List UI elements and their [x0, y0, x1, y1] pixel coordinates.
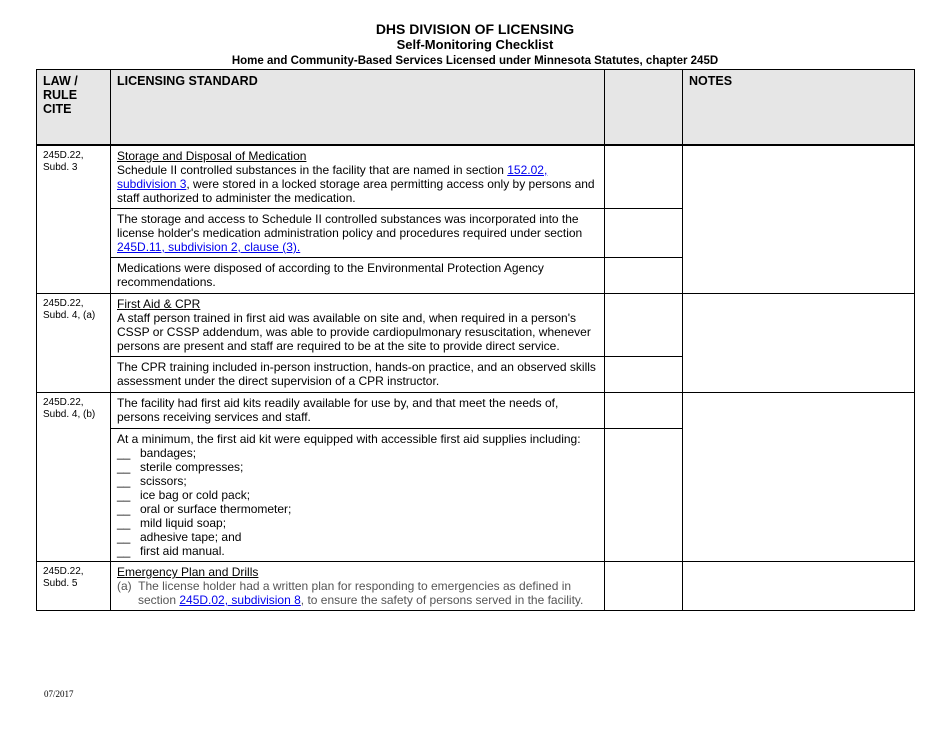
- table-row: [37, 294, 915, 357]
- notes-cell[interactable]: [683, 145, 915, 294]
- checklist-item: __ first aid manual.: [117, 544, 225, 558]
- check-cell[interactable]: [605, 258, 683, 294]
- document-subtitle: Self-Monitoring Checklist: [396, 37, 554, 52]
- standard-cell: [111, 294, 605, 357]
- table-row: [37, 145, 915, 209]
- standard-cell: [111, 562, 605, 611]
- cite-cell: 245D.22, Subd. 4, (a): [37, 294, 111, 393]
- col-header-standard: LICENSING STANDARD: [111, 70, 605, 146]
- checklist-item: __ mild liquid soap;: [117, 516, 227, 530]
- cite-cell: 245D.22, Subd. 5: [37, 562, 111, 611]
- cite-cell: 245D.22, Subd. 3: [37, 145, 111, 294]
- check-cell[interactable]: [605, 562, 683, 611]
- standard-cell: The facility had first aid kits readily available for use by, and that meet the needs of, persons receiving services and staff.: [111, 393, 605, 429]
- table-row: [37, 562, 915, 611]
- check-cell[interactable]: [605, 209, 683, 258]
- checklist-item: __ scissors;: [117, 474, 187, 488]
- standard-heading: Storage and Disposal of Medication: [117, 149, 307, 163]
- document-scope: Home and Community-Based Services Licensed under Minnesota Statutes, chapter 245D: [231, 55, 719, 67]
- statute-link[interactable]: 152.02, subdivision 3: [117, 163, 548, 191]
- col-header-cite: LAW / RULE CITE: [37, 70, 111, 146]
- col-header-notes: NOTES: [683, 70, 915, 146]
- standard-cell: [111, 209, 605, 258]
- checklist-item: __ sterile compresses;: [117, 460, 244, 474]
- notes-cell[interactable]: [683, 294, 915, 393]
- blank-checkbox[interactable]: __: [117, 544, 131, 558]
- cite-cell: 245D.22, Subd. 4, (b): [37, 393, 111, 562]
- standard-cell: Medications were disposed of according to the Environmental Protection Agency recommendations.: [111, 258, 605, 294]
- checklist-item: __ bandages;: [117, 446, 197, 460]
- notes-cell[interactable]: [683, 562, 915, 611]
- standard-heading: Emergency Plan and Drills: [117, 565, 259, 579]
- blank-checkbox[interactable]: __: [117, 502, 131, 516]
- blank-checkbox[interactable]: __: [117, 460, 131, 474]
- standard-cell: The CPR training included in-person instruction, hands-on practice, and an observed skills assessment under the direct supervision of a CPR instructor.: [111, 357, 605, 393]
- checklist-table: [36, 69, 915, 611]
- standard-text: Schedule II controlled substances in the facility that are named in section: [117, 163, 508, 177]
- blank-checkbox[interactable]: __: [117, 474, 131, 488]
- check-cell[interactable]: [605, 393, 683, 429]
- checklist-item: __ oral or surface thermometer;: [117, 502, 292, 516]
- standard-text: , were stored in a locked storage area permitting access only by persons and staff authorized to administer the medication.: [117, 177, 595, 205]
- table-header-row: [37, 70, 915, 146]
- table-row: [37, 393, 915, 429]
- checklist-item: __ adhesive tape; and: [117, 530, 242, 544]
- checklist-item: __ ice bag or cold pack;: [117, 488, 251, 502]
- standard-heading: First Aid & CPR: [117, 297, 201, 311]
- standard-cell: [111, 429, 605, 562]
- blank-checkbox[interactable]: __: [117, 446, 131, 460]
- standard-cell: [111, 145, 605, 209]
- statute-link[interactable]: 245D.11, subdivision 2, clause (3).: [117, 240, 301, 254]
- footer-date: 07/2017: [44, 689, 74, 699]
- document-title: DHS DIVISION OF LICENSING: [375, 21, 575, 37]
- blank-checkbox[interactable]: __: [117, 530, 131, 544]
- check-cell[interactable]: [605, 294, 683, 357]
- standard-subclause: (a) The license holder had a written plan for responding to emergencies as defined in section 245D.02, subdivision 8, to ensure the safety of persons served in the facility.: [117, 579, 584, 607]
- col-header-check: [605, 70, 683, 146]
- standard-text: The storage and access to Schedule II controlled substances was incorporated into the license holder's medication administration policy and procedures required under section: [117, 212, 583, 240]
- check-cell[interactable]: [605, 145, 683, 209]
- standard-text: At a minimum, the first aid kit were equipped with accessible first aid supplies including:: [117, 432, 581, 446]
- statute-link[interactable]: 245D.02, subdivision 8: [179, 593, 301, 607]
- check-cell[interactable]: [605, 357, 683, 393]
- notes-cell[interactable]: [683, 393, 915, 562]
- blank-checkbox[interactable]: __: [117, 516, 131, 530]
- check-cell[interactable]: [605, 429, 683, 562]
- standard-text: A staff person trained in first aid was available on site and, when required in a person's CSSP or CSSP addendum, was able to provide cardiopulmonary resuscitation, whenever persons are present and staff are required to be at the site to provide direct service.: [117, 311, 591, 353]
- blank-checkbox[interactable]: __: [117, 488, 131, 502]
